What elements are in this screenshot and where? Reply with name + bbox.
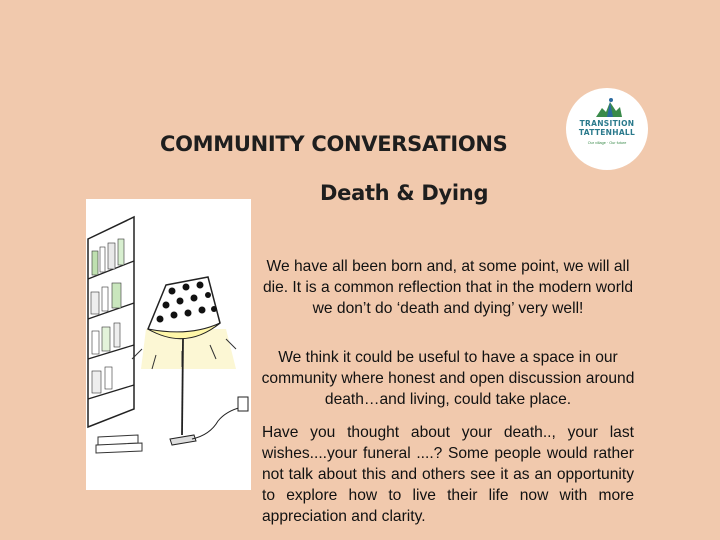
logo-text-line1: TRANSITION — [579, 119, 635, 128]
page-title: COMMUNITY CONVERSATIONS — [160, 132, 508, 156]
invitation-paragraph: Have you thought about your death.., your last wishes....your funeral ....? Some people would rather not talk about this and others see it as an opportunity to explore how to live their life now with more appreciation and clarity. — [262, 424, 634, 525]
logo-tagline: Our village · Our future — [587, 141, 627, 145]
lamp-bookshelf-illustration — [86, 199, 251, 490]
intro-paragraph: We have all been born and, at some point, we will all die. It is a common reflection that in the modern world we don’t do ‘death and dying’ very well! — [262, 258, 634, 317]
purpose-paragraph: We think it could be useful to have a space in our community where honest and open discussion around death…and living, could take place. — [261, 349, 635, 408]
logo-text-line2: TATTENHALL — [578, 128, 636, 137]
transition-tattenhall-logo — [566, 88, 648, 170]
page-subtitle: Death & Dying — [320, 181, 489, 205]
lamp-illustration-icon — [86, 199, 251, 490]
